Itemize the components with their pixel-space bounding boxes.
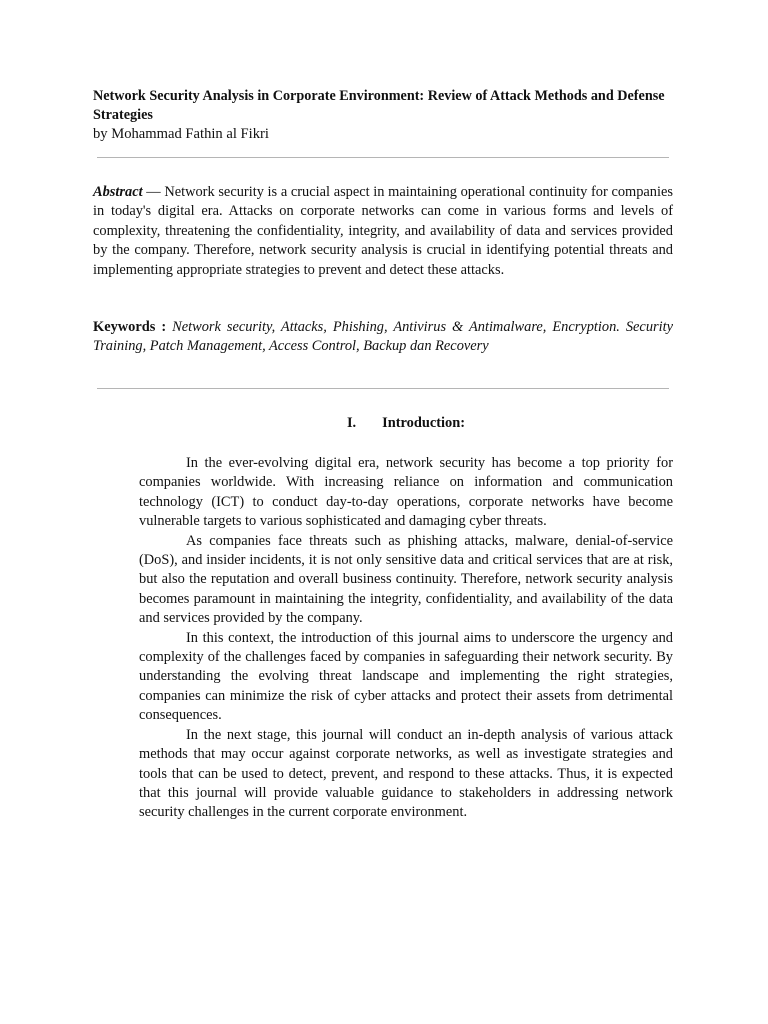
section-body <box>139 454 673 823</box>
keywords-label: Keywords : <box>93 319 167 335</box>
section-title: Introduction: <box>382 415 466 431</box>
top-divider <box>97 157 669 158</box>
paper-author: by Mohammad Fathin al Fikri <box>93 126 269 142</box>
section-number: I. <box>346 415 357 431</box>
body-paragraph: As companies face threats such as phishing attacks, malware, denial-of-service (DoS), and insider incidents, it is not only sensitive data and critical services that are at risk, but also the reputation and overall business continuity. Therefore, network security analysis becomes paramount in maintaining the integrity, confidentiality, and availability of the data and services provided by the company. <box>139 532 673 627</box>
section-heading <box>139 415 673 432</box>
abstract-separator: — <box>142 184 165 200</box>
body-paragraph: In the ever-evolving digital era, network security has become a top priority for companies worldwide. With increasing reliance on information and communication technology (ICT) to conduct day-to-day operations, corporate networks have become vulnerable targets to various sophisticated and damaging cyber threats. <box>139 455 673 530</box>
body-paragraph: In the next stage, this journal will conduct an in-depth analysis of various attack methods that may occur against corporate networks, as well as investigate strategies and tools that can be used to detect, prevent, and respond to these attacks. Thus, it is expected that this journal will provide valuable guidance to stakeholders in addressing network security challenges in the current corporate environment. <box>139 726 673 821</box>
abstract-label: Abstract <box>93 184 143 200</box>
abstract-paragraph <box>93 183 673 280</box>
keywords-values: Network security, Attacks, Phishing, Antivirus & Antimalware, Encryption. Security Training, Patch Management, Access Control, Backup dan Recovery <box>93 319 673 355</box>
abstract-text: Network security is a crucial aspect in maintaining operational continuity for companies in today's digital era. Attacks on corporate networks can come in various forms and levels of complexity, threatening the confidentiality, integrity, and availability of data and services provided by the company. Therefore, network security analysis is crucial in identifying potential threats and implementing appropriate strategies to prevent and detect these attacks. <box>93 184 673 278</box>
paper-title: Network Security Analysis in Corporate Environment: Review of Attack Methods and Defense Strategies <box>93 88 665 123</box>
bottom-divider <box>97 388 669 389</box>
keywords-paragraph <box>93 318 673 357</box>
body-paragraph: In this context, the introduction of this journal aims to underscore the urgency and complexity of the challenges faced by companies in safeguarding their network security. By understanding the evolving threat landscape and implementing the right strategies, companies can minimize the risk of cyber attacks and protect their assets from detrimental consequences. <box>139 629 673 724</box>
title-block <box>93 87 675 144</box>
